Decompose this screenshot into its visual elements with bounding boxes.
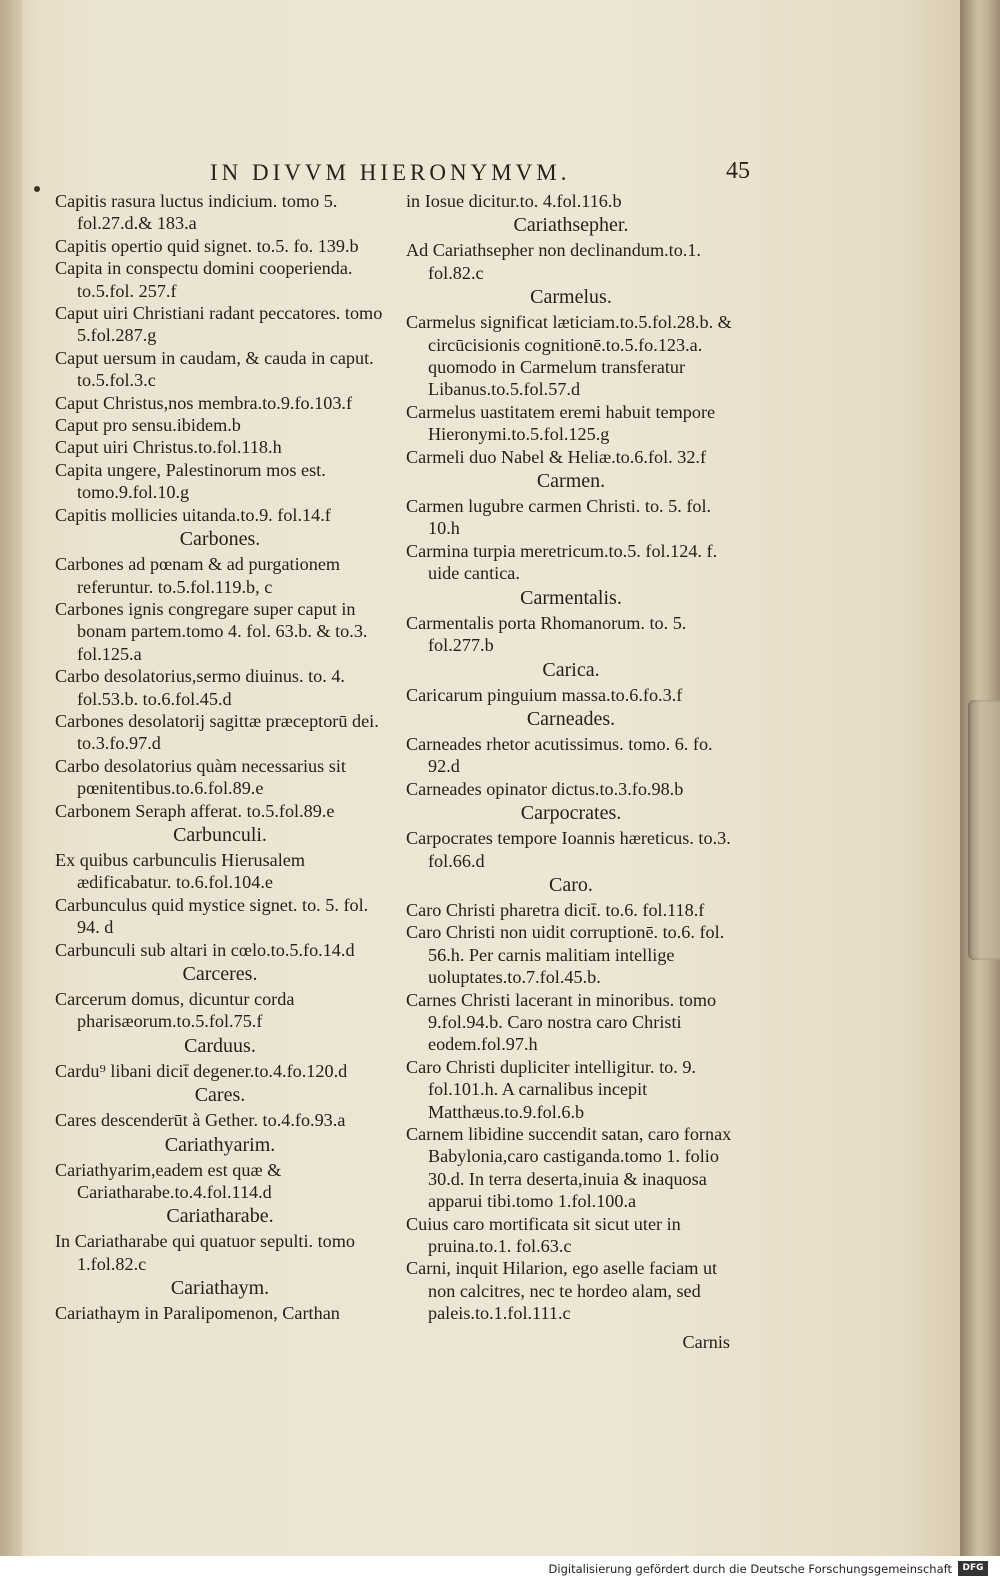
index-heading: Cariatharabe.: [166, 1205, 274, 1228]
index-entry: Carbonem Seraph afferat. to.5.fol.89.e: [55, 800, 335, 821]
index-entry: Carneades opinator dictus.to.3.fo.98.b: [406, 778, 684, 799]
index-entry: Carmelus uastitatem eremi habuit tempore Hieronymi.to.5.fol.125.g: [406, 401, 716, 445]
index-heading: Carica.: [542, 658, 600, 681]
index-entry: Carnes Christi lacerant in minoribus. tomo 9.fol.94.b. Caro nostra caro Christi eodem.fol.97.h: [406, 989, 717, 1055]
index-entry: Carneades rhetor acutissimus. tomo. 6. fo. 92.d: [406, 733, 713, 777]
index-heading: Carpocrates.: [520, 802, 622, 825]
index-heading: Carneades.: [526, 707, 616, 730]
index-heading: Carceres.: [182, 963, 258, 985]
index-entry: Ex quibus carbunculis Hierusalem ædificabatur. to.6.fol.104.e: [55, 849, 306, 893]
index-column-right: [406, 190, 736, 1353]
index-entry: in Iosue dicitur.to. 4.fol.116.b: [406, 191, 622, 211]
index-heading: Cariathaym.: [170, 1277, 270, 1300]
page-header: [210, 160, 750, 190]
index-entry: Carbo desolatorius,sermo diuinus. to. 4. fol.53.b. to.6.fol.45.d: [55, 666, 345, 709]
index-entry: In Cariatharabe qui quatuor sepulti. tomo 1.fol.82.c: [55, 1231, 356, 1274]
index-entry: Caput uiri Christus.to.fol.118.h: [55, 437, 282, 458]
index-entry: Caro Christi dupliciter intelligitur. to. 9. fol.101.h. A carnalibus incepit Matthæus.to.9.fol.6.b: [406, 1056, 696, 1122]
index-heading: Caro.: [549, 873, 593, 896]
dfg-logo: DFG: [958, 1561, 988, 1576]
index-heading: Carmentalis.: [520, 586, 622, 609]
index-heading: Cariathsepher.: [513, 214, 629, 237]
index-entry: Caro Christi pharetra dicit̄. to.6. fol.118.f: [406, 899, 705, 920]
index-entry: Carnem libidine succendit satan, caro fornax Babylonia,caro castiganda.tomo 1. folio 30.d. In terra deserta,inuia & inaquosa apparui tibi.tomo 1.fol.100.a: [406, 1124, 732, 1212]
index-entry: Ad Cariathsepher non declinandum.to.1. fol.82.c: [406, 240, 701, 283]
binding-gutter: [0, 0, 22, 1556]
index-entry: Cares descenderūt à Gether. to.4.fo.93.a: [55, 1110, 346, 1131]
index-entry: Capitis rasura luctus indicium. tomo 5. fol.27.d.& 183.a: [55, 191, 338, 234]
index-entry: Capita ungere, Palestinorum mos est. tomo.9.fol.10.g: [55, 459, 326, 503]
index-entry: Cardu⁹ libani dicit̄ degener.to.4.fo.120.d: [55, 1060, 348, 1081]
index-entry: Carbones desolatorij sagittæ præceptorū dei. to.3.fo.97.d: [55, 710, 379, 754]
index-heading: Carbones.: [179, 528, 261, 551]
index-entry: Cuius caro mortificata sit sicut uter in pruina.to.1. fol.63.c: [406, 1213, 681, 1257]
index-entry: Carmentalis porta Rhomanorum. to. 5. fol.277.b: [406, 612, 687, 656]
index-entry: Carmeli duo Nabel & Heliæ.to.6.fol. 32.f: [406, 446, 707, 467]
index-entry: Caput Christus,nos membra.to.9.fo.103.f: [55, 392, 353, 413]
index-heading: Carbunculi.: [173, 823, 267, 846]
funding-credit: Digitalisierung gefördert durch die Deutsche Forschungsgemeinschaft: [548, 1562, 952, 1576]
index-entry: Caput uersum in caudam, & cauda in caput. to.5.fol.3.c: [55, 347, 374, 391]
index-entry: Caro Christi non uidit corruptionē. to.6. fol. 56.h. Per carnis malitiam intellige uoluptates.to.7.fol.45.b.: [406, 922, 725, 988]
page-number: 45: [726, 158, 750, 184]
book-clasp: [968, 700, 1000, 960]
index-entry: Capitis mollicies uitanda.to.9. fol.14.f: [55, 504, 331, 525]
index-entry: Carmen lugubre carmen Christi. to. 5. fol. 10.h: [406, 496, 712, 539]
index-entry: Carpocrates tempore Ioannis hæreticus. to.3. fol.66.d: [406, 828, 731, 871]
index-entry: Carbones ignis congregare super caput in bonam partem.tomo 4. fol. 63.b. & to.3. fol.125.a: [55, 598, 368, 664]
index-heading: Carduus.: [184, 1034, 256, 1057]
index-entry: Capita in conspectu domini cooperienda. to.5.fol. 257.f: [55, 258, 353, 301]
digitization-footer: [0, 1556, 1000, 1583]
index-entry: Carbunculus quid mystice signet. to. 5. fol. 94. d: [55, 894, 369, 938]
index-entry: Carmina turpia meretricum.to.5. fol.124. f. uide cantica.: [406, 540, 718, 584]
index-entry: Caput pro sensu.ibidem.b: [55, 415, 241, 436]
index-entry: Carbo desolatorius quàm necessarius sit pœnitentibus.to.6.fol.89.e: [55, 755, 346, 799]
index-entry: Carmelus significat læticiam.to.5.fol.28.b. & circūcisionis cognitionē.to.5.fo.123.a. quomodo in Carmelum transferatur Libanus.to.5.fol.57.d: [406, 312, 732, 400]
index-heading: Carmelus.: [530, 286, 612, 309]
index-entry: Caput uiri Christiani radant peccatores. tomo 5.fol.287.g: [55, 303, 383, 346]
index-entry: Cariathaym in Paralipomenon, Carthan: [55, 1303, 340, 1324]
index-entry: Carbunculi sub altari in cœlo.to.5.fo.14.d: [55, 939, 355, 960]
index-heading: Cares.: [194, 1084, 246, 1107]
index-column-left: [55, 190, 385, 1325]
index-entry: Carbones ad pœnam & ad purgationem referuntur. to.5.fol.119.b, c: [55, 554, 341, 597]
index-entry: Carcerum domus, dicuntur corda pharisæorum.to.5.fol.75.f: [55, 989, 295, 1032]
index-entry: Capitis opertio quid signet. to.5. fo. 139.b: [55, 235, 359, 256]
running-head: IN DIVVM HIERONYMVM.: [210, 160, 571, 185]
index-heading: Carmen.: [536, 470, 606, 493]
index-entry: Carni, inquit Hilarion, ego aselle faciam ut non calcitres, nec te hordeo alam, sed paleis.to.1.fol.111.c: [406, 1258, 718, 1324]
index-entry: Cariathyarim,eadem est quæ & Cariatharabe.to.4.fol.114.d: [55, 1159, 282, 1203]
index-heading: Cariathyarim.: [164, 1133, 276, 1156]
margin-mark: [34, 186, 40, 192]
index-entry: Caricarum pinguium massa.to.6.fo.3.f: [406, 684, 683, 705]
catchword: Carnis: [682, 1331, 730, 1352]
